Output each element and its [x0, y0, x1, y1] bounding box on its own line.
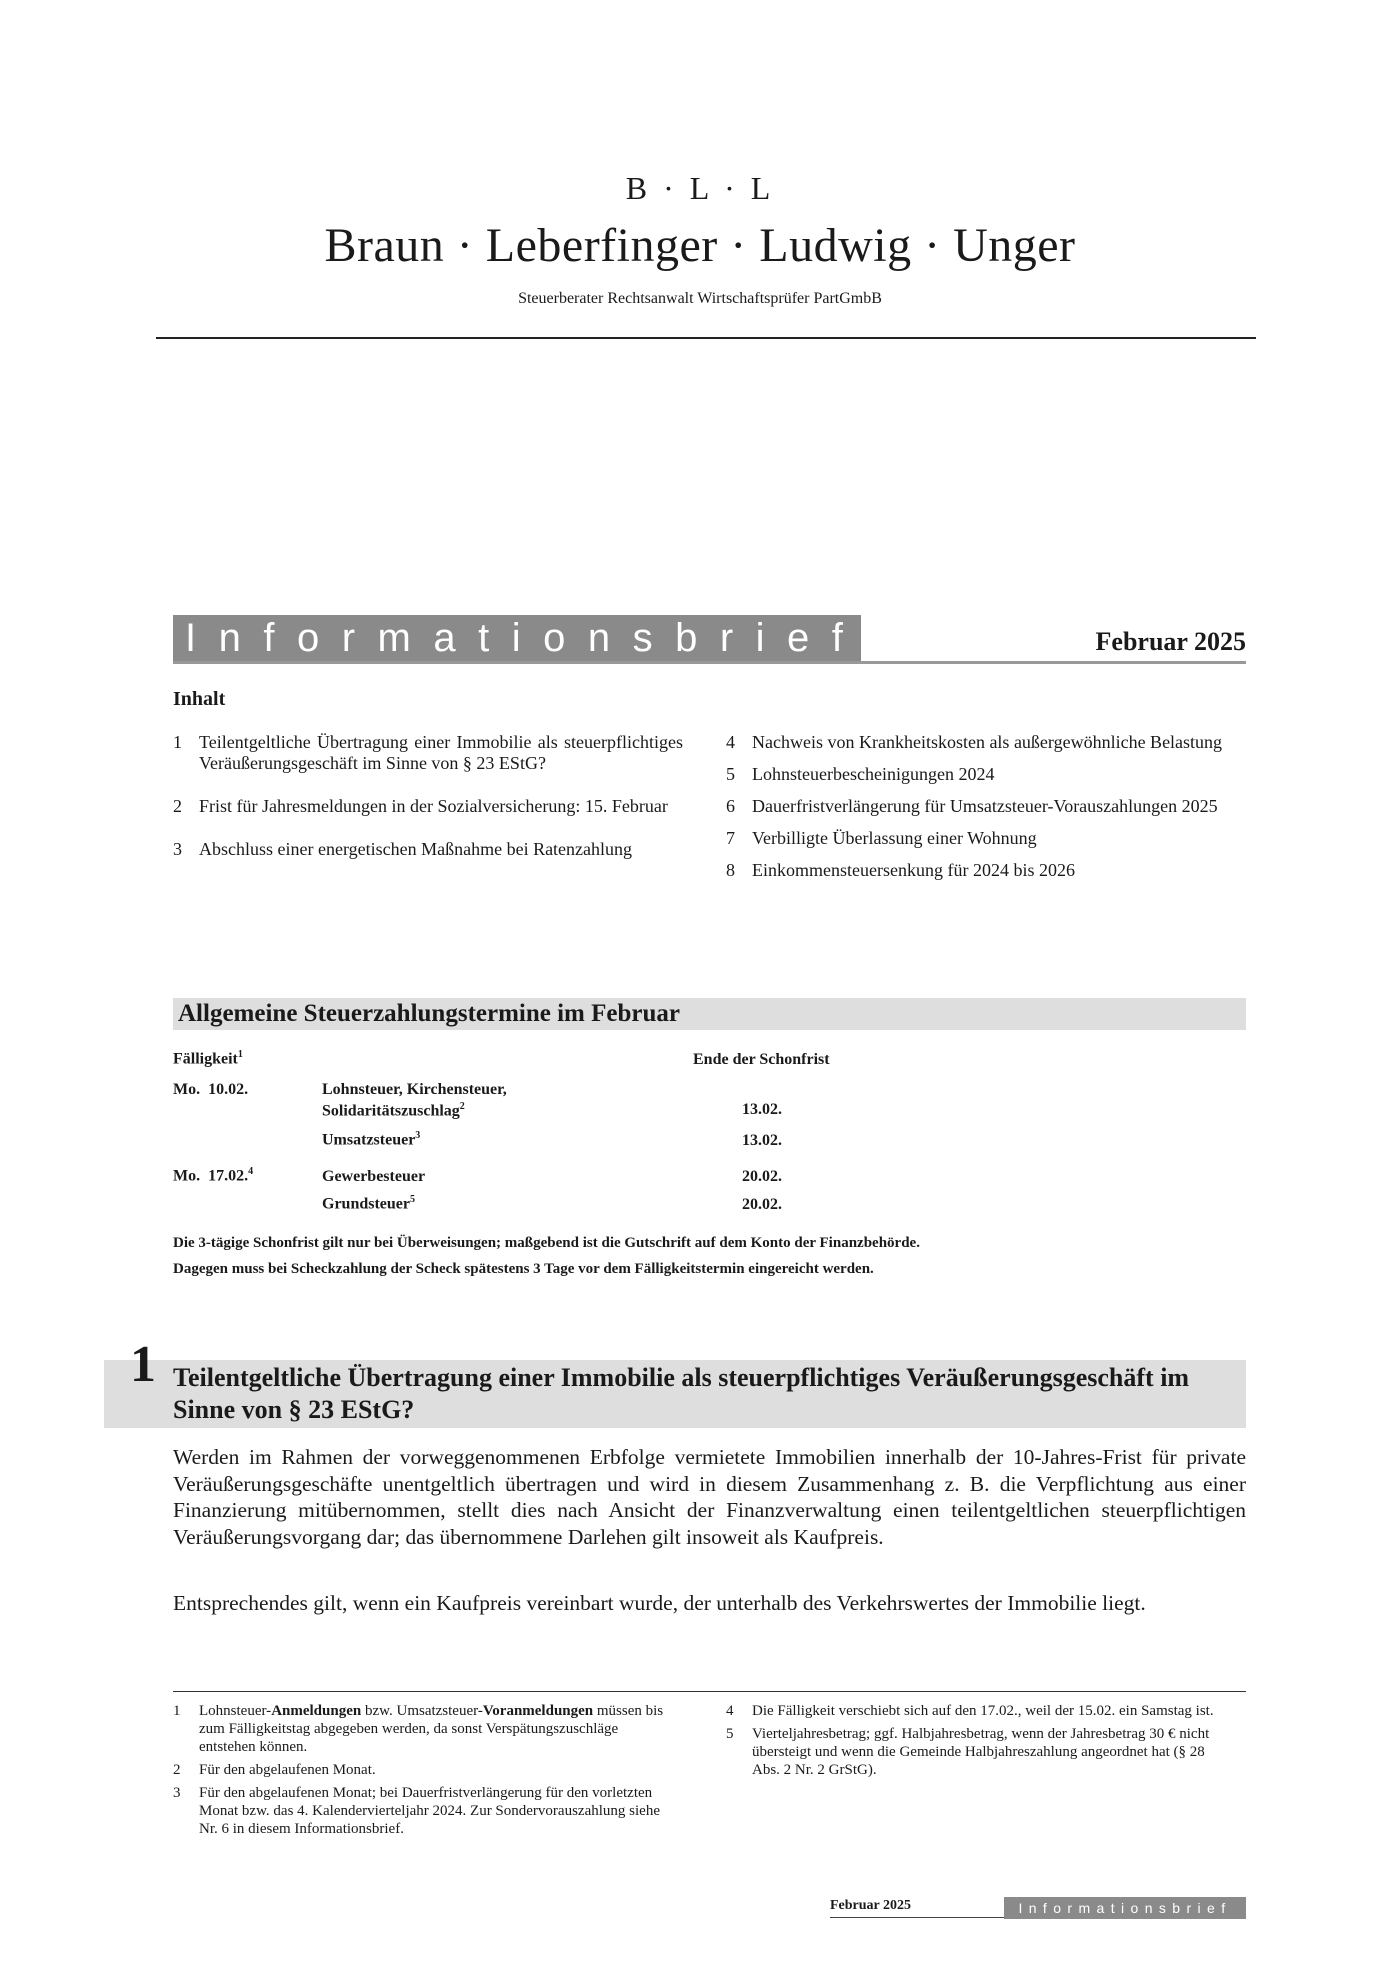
footer-badge-text: Informationsbrief: [1018, 1900, 1232, 1916]
footnotes-right: [726, 1702, 1226, 1784]
letterhead-subtitle: Steuerberater Rechtsanwalt Wirtschaftsprüfer PartGmbB: [518, 290, 882, 307]
toc-item[interactable]: [726, 828, 1236, 849]
toc-item-label: Frist für Jahresmeldungen in der Sozialversicherung: 15. Februar: [199, 796, 668, 816]
letterhead-divider: [156, 337, 1256, 339]
tax-note-line: Die 3-tägige Schonfrist gilt nur bei Überweisungen; maßgebend ist die Gutschrift auf dem Konto der Finanzbehörde.: [173, 1235, 920, 1251]
footnote-number: 4: [726, 1703, 734, 1719]
toc-item-label: Nachweis von Krankheitskosten als außergewöhnliche Belastung: [752, 732, 1223, 752]
toc-item-number: 4: [726, 732, 735, 752]
footnote-number: 5: [726, 1726, 734, 1742]
footnotes-left: [173, 1702, 673, 1843]
tax-row-date: Mo. 17.02.$^4$: [173, 1166, 254, 1185]
footnote-text: Für den abgelaufenen Monat.: [199, 1762, 376, 1778]
footnote-number: 2: [173, 1762, 181, 1778]
letterhead-initials: B · L · L: [625, 170, 775, 206]
article-number: 1: [130, 1336, 156, 1393]
toc-item-number: 5: [726, 764, 735, 784]
toc-item[interactable]: [726, 732, 1236, 753]
banner-underline: [173, 661, 1246, 664]
inhalt-heading: Inhalt: [173, 688, 226, 710]
informationsbrief-banner: [173, 615, 866, 661]
banner-date: Februar 2025: [1095, 627, 1246, 656]
tax-col-due-header: Fälligkeit$^1$: [173, 1049, 243, 1068]
toc-item-number: 3: [173, 839, 182, 859]
tax-note-line: Dagegen muss bei Scheckzahlung der Scheck spätestens 3 Tage vor dem Fälligkeitstermin eingereicht werden.: [173, 1261, 874, 1277]
banner-title: Informationsbrief: [185, 616, 866, 660]
footnote-text: Vierteljahresbetrag; ggf. Halbjahresbetrag, wenn der Jahresbetrag 30 € nicht übersteigt und wenn die Gemeinde Halbjahreszahlung angeordnet hat (§ 28 Abs. 2 Nr. 2 GrStG).: [752, 1726, 1210, 1778]
footnote-text: Die Fälligkeit verschiebt sich auf den 17.02., weil der 15.02. ein Samstag ist.: [752, 1703, 1214, 1719]
footer-date: Februar 2025: [830, 1898, 912, 1913]
footnote: [726, 1702, 1226, 1720]
toc-item[interactable]: [173, 796, 683, 817]
tax-row-grace: 20.02.: [742, 1168, 782, 1185]
footnote-divider: [173, 1691, 1246, 1692]
toc-item-number: 8: [726, 860, 735, 880]
footnote: [726, 1725, 1226, 1779]
toc-item-label: Abschluss einer energetischen Maßnahme bei Ratenzahlung: [199, 839, 633, 859]
article-title: Teilentgeltliche Übertragung einer Immobilie als steuerpflichtiges Veräußerungsgeschäft im Sinne von § 23 EStG?: [173, 1363, 1190, 1424]
letterhead-firm-names: Braun · Leberfinger · Ludwig · Unger: [324, 219, 1076, 272]
toc-column-left: [173, 732, 683, 860]
toc-item-label: Teilentgeltliche Übertragung einer Immobilie als steuerpflichtiges Veräußerungsgeschäft im Sinne von § 23 EStG?: [199, 732, 683, 773]
toc-item[interactable]: [726, 860, 1236, 881]
footnote-text: Für den abgelaufenen Monat; bei Dauerfristverlängerung für den vorletzten Monat bzw. das 4. Kalendervierteljahr 2024. Zur Sondervorauszahlung siehe Nr. 6 in diesem Informationsbrief.: [199, 1785, 660, 1837]
footnote: [173, 1761, 673, 1779]
toc-item-label: Dauerfristverlängerung für Umsatzsteuer-Vorauszahlungen 2025: [752, 796, 1218, 816]
footnote: [173, 1784, 673, 1838]
tax-section-title: Allgemeine Steuerzahlungstermine im Februar: [178, 1000, 680, 1027]
toc-item-number: 1: [173, 732, 182, 752]
tax-row-name: Umsatzsteuer$^3$: [322, 1130, 421, 1149]
tax-row-date: Mo. 10.02.: [173, 1081, 249, 1098]
footnote-number: 1: [173, 1703, 181, 1719]
footnote-text: Lohnsteuer-Anmeldungen bzw. Umsatzsteuer-Voranmeldungen müssen bis zum Fälligkeitstag abgegeben werden, da sonst Verspätungszuschläge entstehen können.: [199, 1703, 664, 1755]
tax-row-grace: 20.02.: [742, 1196, 782, 1213]
toc-item-label: Lohnsteuerbescheinigungen 2024: [752, 764, 995, 784]
article-paragraph: Entsprechendes gilt, wenn ein Kaufpreis vereinbart wurde, der unterhalb des Verkehrswertes der Immobilie liegt.: [173, 1591, 1146, 1615]
footnote-number: 3: [173, 1785, 181, 1801]
toc-item-number: 7: [726, 828, 735, 848]
toc-item[interactable]: [726, 796, 1236, 817]
tax-row-name: Grundsteuer$^5$: [322, 1194, 415, 1213]
tax-row-name: Lohnsteuer, Kirchensteuer,: [322, 1081, 507, 1098]
tax-row-name-cont: Solidaritätszuschlag$^2$: [322, 1101, 465, 1120]
toc-item-number: 6: [726, 796, 735, 816]
toc-item-number: 2: [173, 796, 182, 816]
tax-row-name: Gewerbesteuer: [322, 1168, 426, 1185]
article-paragraph: Werden im Rahmen der vorweggenommenen Erbfolge vermietete Immobilien innerhalb der 10-Jahres-Frist für private Veräußerungsgeschäfte unentgeltlich übertragen und wird in diesem Zusammenhang z. B. die Verpflichtung aus einer Finanzierung mitübernommen, stellt dies nach Ansicht der Finanzverwaltung einen teilentgeltlichen steuerpflichtigen Veräußerungsvorgang dar; das übernommene Darlehen gilt insoweit als Kaufpreis.: [173, 1445, 1246, 1549]
toc-column-right: [726, 732, 1236, 881]
tax-row-grace: 13.02.: [742, 1101, 782, 1118]
toc-item[interactable]: [726, 764, 1236, 785]
footer-badge: [1004, 1897, 1246, 1919]
toc-item-label: Einkommensteuersenkung für 2024 bis 2026: [752, 860, 1075, 880]
tax-col-grace-header: Ende der Schonfrist: [693, 1051, 830, 1068]
footnote: [173, 1702, 673, 1756]
toc-item-label: Verbilligte Überlassung einer Wohnung: [752, 828, 1037, 848]
tax-row-grace: 13.02.: [742, 1132, 782, 1149]
toc-item[interactable]: [173, 732, 683, 774]
toc-item[interactable]: [173, 839, 683, 860]
